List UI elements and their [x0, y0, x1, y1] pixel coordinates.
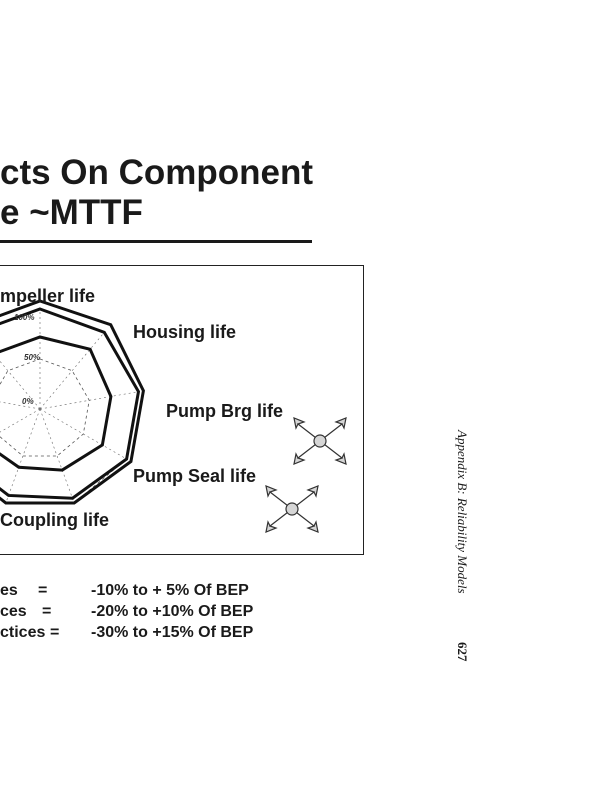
ring-label-0: 0% — [22, 397, 34, 406]
legend-equals: = — [50, 624, 60, 641]
axis-label-impeller: mpeller life — [0, 286, 96, 306]
legend-equals: = — [38, 582, 48, 599]
slide-title-line-2: e ~MTTF — [0, 193, 143, 232]
legend-label: ctices — [0, 624, 46, 641]
legend-label: ces — [0, 603, 27, 620]
ring-label-50: 50% — [24, 353, 41, 362]
slide-title — [0, 153, 313, 233]
legend-row — [0, 580, 300, 601]
axis-label-pump-brg: Pump Brg life — [166, 401, 284, 421]
axis-label-housing: Housing life — [133, 322, 236, 342]
radar-spoke — [40, 409, 74, 503]
legend-range: -30% to +15% Of BEP — [91, 624, 254, 641]
legend-equals: = — [42, 603, 52, 620]
cross-arrows-icon — [262, 484, 322, 534]
cross-arrows-icon — [290, 416, 350, 466]
radar-series-outline — [0, 337, 111, 470]
legend-row — [0, 622, 300, 643]
slide-title-line-1: cts On Component — [0, 153, 314, 192]
radar-chart-frame — [0, 265, 364, 555]
ring-label-100: 100% — [14, 313, 35, 322]
axis-label-pump-seal: Pump Seal life — [133, 466, 257, 486]
radar-grid-ring — [0, 359, 89, 456]
radar-spoke — [40, 392, 138, 409]
legend-row — [0, 601, 300, 622]
legend-range: -10% to + 5% Of BEP — [91, 582, 249, 599]
radar-spoke — [0, 392, 40, 409]
radar-spoke — [6, 409, 40, 503]
page-number: 627 — [455, 642, 470, 662]
running-head: Appendix B: Reliability Models — [455, 430, 470, 594]
operating-range-legend — [0, 580, 300, 643]
legend-range: -20% to +10% Of BEP — [91, 603, 254, 620]
axis-label-coupling: Coupling life — [0, 510, 109, 530]
legend-label: es — [0, 582, 18, 599]
radar-spoke — [40, 409, 127, 459]
title-underline — [0, 240, 312, 243]
radar-spoke — [0, 409, 40, 459]
